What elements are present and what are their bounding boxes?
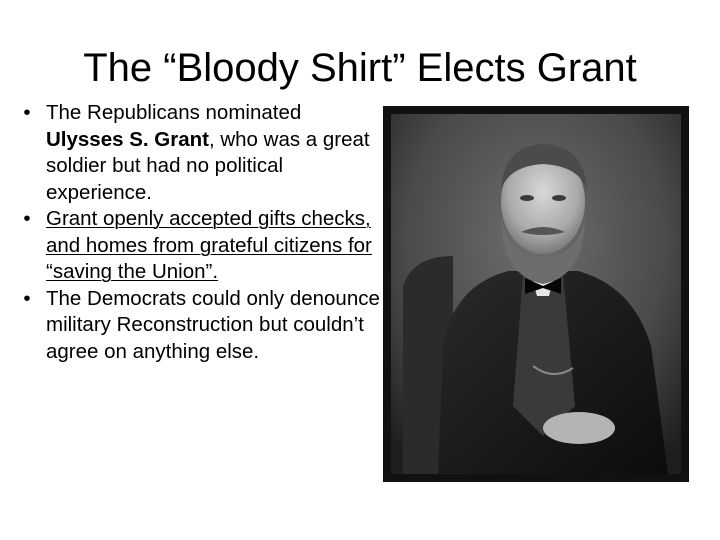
bullet-item [20,206,380,286]
bullet-dot-icon: • [23,101,31,124]
bullet-item [20,286,380,366]
bullet-list [20,100,380,365]
bullet-dot-icon: • [23,207,31,230]
slide-title: The “Bloody Shirt” Elects Grant [83,46,637,90]
bullet-bold-name: Ulysses S. Grant [46,127,209,151]
hands-shape [543,412,615,444]
bullet-item [20,100,380,206]
grant-portrait-photo [383,106,689,482]
bullet-text-prefix: The Republicans nominated [46,101,302,124]
bullet-text-suffix: , who was a great soldier but had no political experience. [46,127,370,204]
left-eye-shape [520,195,534,201]
bullet-text: Grant openly accepted gifts checks, and homes from grateful citizens for “saving the Union”. [46,207,372,283]
right-eye-shape [552,195,566,201]
bullet-dot-icon: • [23,286,31,310]
bullet-text: The Democrats could only denounce military Reconstruction but couldn’t agree on anything else. [46,286,380,363]
